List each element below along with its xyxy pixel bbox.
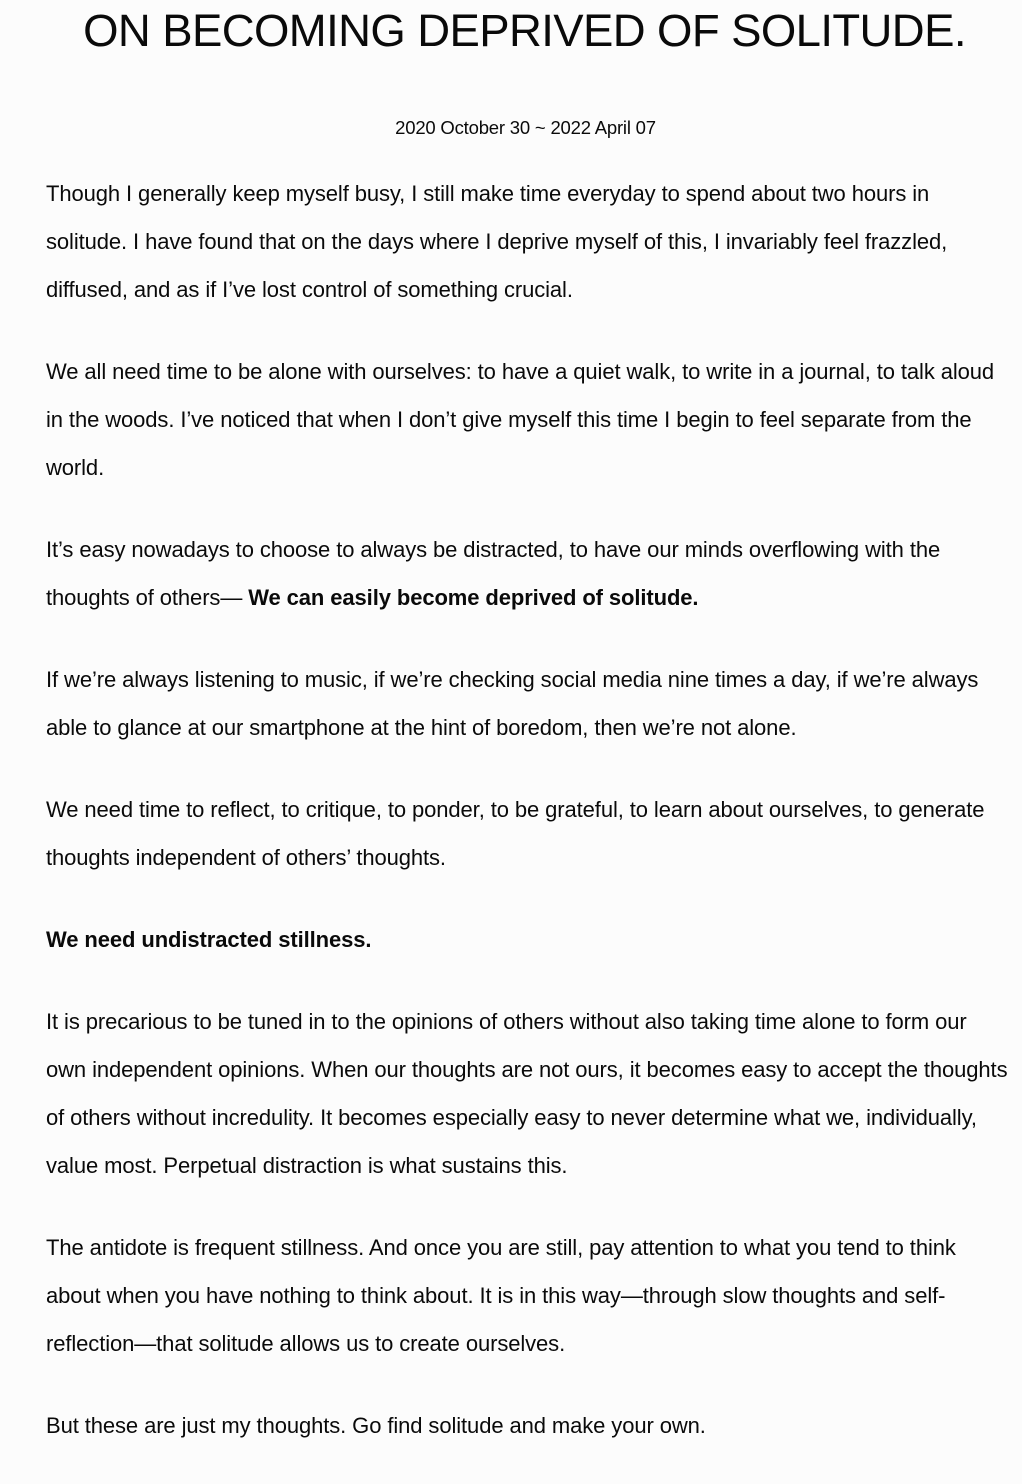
- paragraph-8: [46, 1224, 1008, 1368]
- paragraph-5: [46, 786, 1008, 882]
- article-body: [46, 170, 1008, 1484]
- article-date: 2020 October 30 ~ 2022 April 07: [395, 117, 656, 138]
- paragraph-text: It is precarious to be tuned in to the opinions of others without also taking time alone to form our own independent opinions. When our thoughts are not ours, it becomes easy to accept the thoughts of others without incredulity. It becomes especially easy to never determine what we, individually, value most. Perpetual distraction is what sustains this.: [46, 1009, 1008, 1178]
- paragraph-7: [46, 998, 1008, 1190]
- emphasis-text: We need undistracted stillness.: [46, 927, 372, 952]
- paragraph-1: [46, 170, 1008, 314]
- paragraph-3: [46, 526, 1008, 622]
- paragraph-text: We all need time to be alone with ourselves: to have a quiet walk, to write in a journal, to talk aloud in the woods. I’ve noticed that when I don’t give myself this time I begin to feel separate from the world.: [46, 359, 995, 480]
- paragraph-4: [46, 656, 1008, 752]
- paragraph-text: It’s easy nowadays to choose to always be distracted, to have our minds overflowing with the thoughts of others—: [46, 537, 941, 610]
- page-title: ON BECOMING DEPRIVED OF SOLITUDE.: [83, 5, 966, 56]
- paragraph-text: The antidote is frequent stillness. And once you are still, pay attention to what you tend to think about when you have nothing to think about. It is in this way—through slow thoughts and self-reflection—that solitude allows us to create ourselves.: [46, 1235, 956, 1356]
- paragraph-6: [46, 916, 1008, 964]
- paragraph-2: [46, 348, 1008, 492]
- emphasis-text: We can easily become deprived of solitude.: [248, 585, 699, 610]
- paragraph-9: [46, 1402, 1008, 1450]
- paragraph-text: Though I generally keep myself busy, I still make time everyday to spend about two hours in solitude. I have found that on the days where I deprive myself of this, I invariably feel frazzled, diffused, and as if I’ve lost control of something crucial.: [46, 181, 948, 302]
- paragraph-text: If we’re always listening to music, if we’re checking social media nine times a day, if we’re always able to glance at our smartphone at the hint of boredom, then we’re not alone.: [46, 667, 979, 740]
- paragraph-text: But these are just my thoughts. Go find solitude and make your own.: [46, 1413, 706, 1438]
- paragraph-text: We need time to reflect, to critique, to ponder, to be grateful, to learn about ourselves, to generate thoughts independent of others’ thoughts.: [46, 797, 985, 870]
